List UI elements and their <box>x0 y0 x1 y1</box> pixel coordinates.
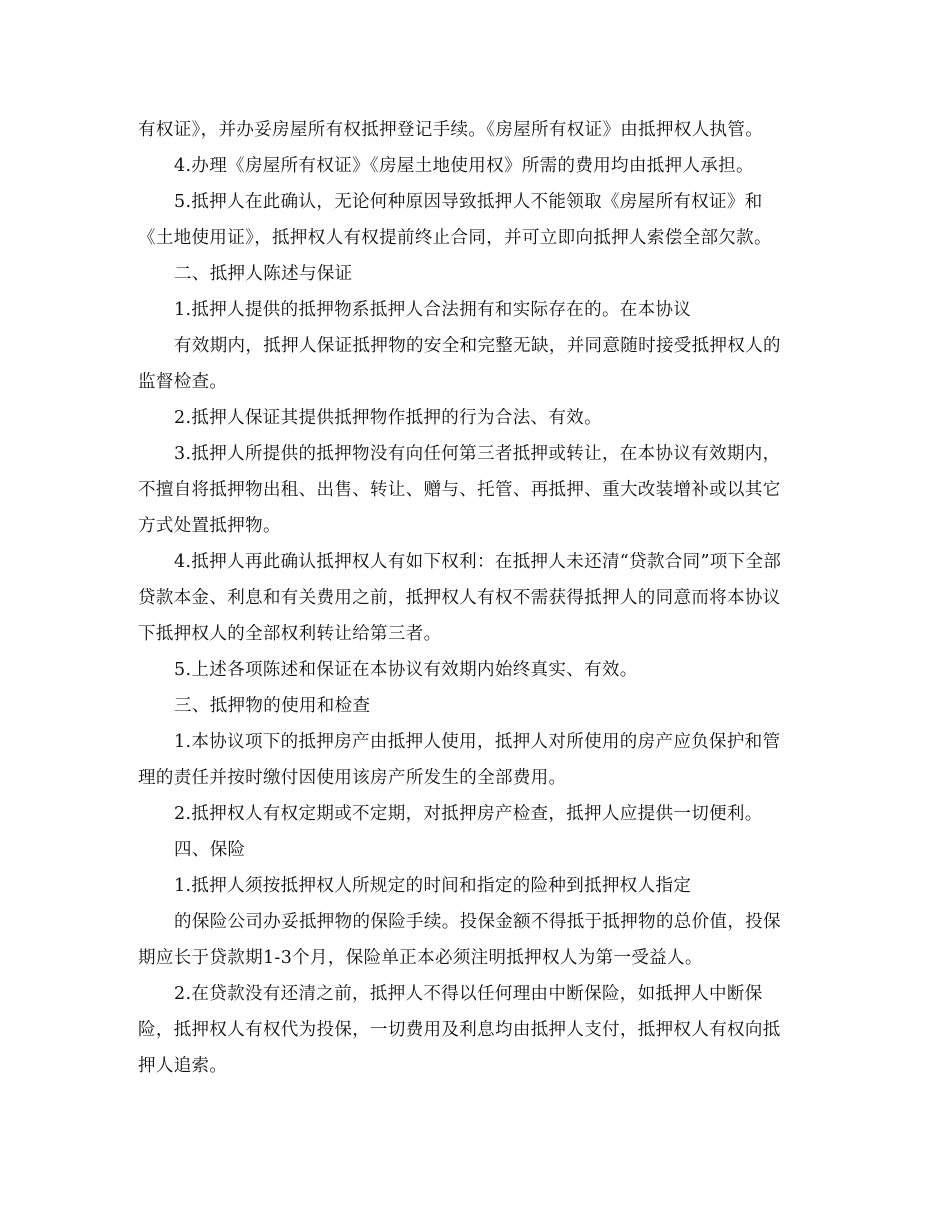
text-line: 1.抵押人提供的抵押物系抵押人合法拥有和实际存在的。在本协议 <box>174 300 692 320</box>
text-line: 2.在贷款没有还清之前，抵押人不得以任何理由中断保险，如抵押人中断保 <box>174 984 763 1004</box>
section-heading: 四、保险 <box>174 840 246 860</box>
text-line: 有效期内，抵押人保证抵押物的安全和完整无缺，并同意随时接受抵押权人的 <box>174 336 781 356</box>
text-line: 押人追索。 <box>138 1056 228 1076</box>
text-line: 的保险公司办妥抵押物的保险手续。投保金额不得抵于抵押物的总价值，投保 <box>174 912 781 932</box>
text-line: 《土地使用证》，抵押权人有权提前终止合同，并可立即向抵押人索偿全部欠款。 <box>138 228 772 248</box>
text-line: 5.上述各项陈述和保证在本协议有效期内始终真实、有效。 <box>174 660 638 680</box>
text-line: 不擅自将抵押物出租、出售、转让、赠与、托管、再抵押、重大改装增补或以其它 <box>138 480 781 500</box>
text-line: 贷款本金、利息和有关费用之前，抵押权人有权不需获得抵押人的同意而将本协议 <box>138 588 781 608</box>
text-line: 1.抵押人须按抵押权人所规定的时间和指定的险种到抵押权人指定 <box>174 876 692 896</box>
text-line: 理的责任并按时缴付因使用该房产所发生的全部费用。 <box>138 768 567 788</box>
text-line: 有权证》，并办妥房屋所有权抵押登记手续。《房屋所有权证》由抵押权人执管。 <box>138 120 764 140</box>
text-line: 4.抵押人再此确认抵押权人有如下权利：在抵押人未还清“贷款合同”项下全部 <box>174 552 782 572</box>
text-line: 下抵押权人的全部权利转让给第三者。 <box>138 624 442 644</box>
text-line: 方式处置抵押物。 <box>138 516 281 536</box>
text-line: 监督检查。 <box>138 372 228 392</box>
text-line: 2.抵押权人有权定期或不定期，对抵押房产检查，抵押人应提供一切便利。 <box>174 804 763 824</box>
section-heading: 二、抵押人陈述与保证 <box>174 264 353 284</box>
text-line: 4.办理《房屋所有权证》《房屋土地使用权》所需的费用均由抵押人承担。 <box>174 156 754 176</box>
text-line: 2.抵押人保证其提供抵押物作抵押的行为合法、有效。 <box>174 408 602 428</box>
text-line: 5.抵押人在此确认，无论何种原因导致抵押人不能领取《房屋所有权证》和 <box>174 192 763 212</box>
text-line: 险，抵押权人有权代为投保，一切费用及利息均由抵押人支付，抵押权人有权向抵 <box>138 1020 781 1040</box>
text-line: 期应长于贷款期1-3个月，保险单正本必须注明抵押权人为第一受益人。 <box>138 948 703 968</box>
section-heading: 三、抵押物的使用和检查 <box>174 696 371 716</box>
text-line: 1.本协议项下的抵押房产由抵押人使用，抵押人对所使用的房产应负保护和管 <box>174 732 781 752</box>
text-line: 3.抵押人所提供的抵押物没有向任何第三者抵押或转让，在本协议有效期内， <box>174 444 781 464</box>
